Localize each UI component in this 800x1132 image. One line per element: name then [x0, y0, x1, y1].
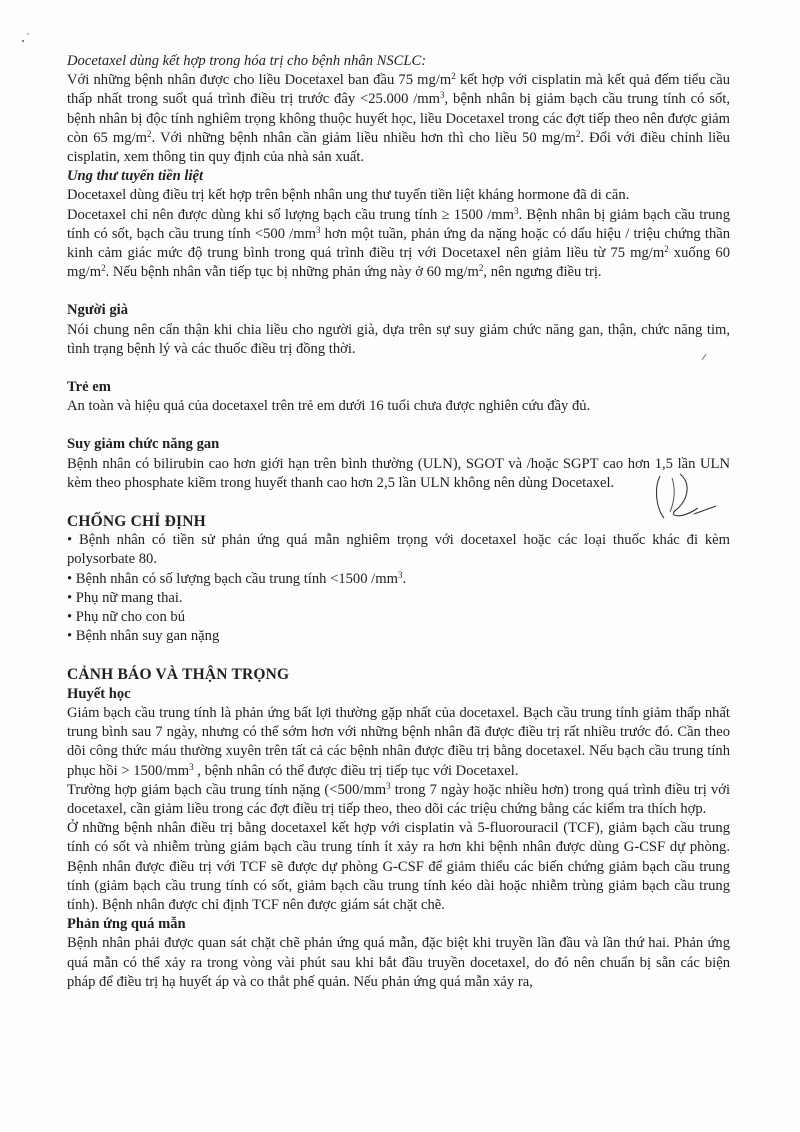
list-item: • Phụ nữ cho con bú [67, 609, 186, 626]
warnings-heading: CẢNH BÁO VÀ THẬN TRỌNG [67, 666, 290, 684]
list-item: • Bệnh nhân có số lượng bạch cầu trung tính <1500 $/mm^3$. [67, 569, 407, 587]
elderly-heading: Người già [67, 302, 129, 319]
children-body: An toàn và hiệu quả của docetaxel trên trẻ em dưới 16 tuổi chưa được nghiên cứu đầy đủ. [67, 398, 591, 415]
nsclc-body: Với những bệnh nhân được cho liều Docetaxel ban đầu 75 $mg/m^2$ kết hợp với cisplatin mà kết quả đếm tiểu cầu thấp nhất trong suốt quá trình điều trị trước đây <25.000 $/mm^3$, bệnh nhân bị giảm bạch cầu trung tính có sốt, bệnh nhân bị độc tính nghiêm trọng không thuộc huyết học, liều Docetaxel trong các đợt tiếp theo nên được giảm còn 65 $mg/m^2$. Với những bệnh nhân cần giảm liều nhiều hơn thì cho liều 50 $mg/m^2$. Đối với điều chỉnh liều cisplatin, xem thông tin quy định của nhà sản xuất. [67, 71, 730, 166]
list-item: • Bệnh nhân suy gan nặng [67, 628, 220, 645]
hypersensitivity-p1: Bệnh nhân phải được quan sát chặt chẽ phản ứng quá mẫn, đặc biệt khi truyền lần đầu và lần thứ hai. Phản ứng quá mẫn có thể xảy ra trong vòng vài phút sau khi bắt đầu truyền docetaxel, do đó nên chuẩn bị sẵn các biện pháp để điều trị hạ huyết áp và co thắt phế quản. Nếu phản ứng quá mẫn xảy ra, [67, 935, 730, 990]
nsclc-heading: Docetaxel dùng kết hợp trong hóa trị cho bệnh nhân NSCLC: [67, 53, 427, 69]
elderly-body: Nói chung nên cẩn thận khi chia liều cho người già, dựa trên sự suy giảm chức năng gan, thận, chức năng tim, tình trạng bệnh lý và các thuốc điều trị đồng thời. [67, 321, 730, 357]
list-item: • Bệnh nhân có tiền sử phản ứng quá mẫn nghiêm trọng với docetaxel hoặc các loại thuốc khác đi kèm polysorbate 80. [67, 532, 730, 568]
children-heading: Trẻ em [67, 379, 111, 396]
hematology-p1: Giảm bạch cầu trung tính là phản ứng bất lợi thường gặp nhất của docetaxel. Bạch cầu trung tính giảm thấp nhất trung bình sau 7 ngày, nhưng có thể sớm hơn với những bệnh nhân đã được điều trị rất nhiều trước đó. Cần theo dõi công thức máu thường xuyên trên tất cả các bệnh nhân được điều trị bằng docetaxel. Nếu bạch cầu trung tính phục hồi > $1500/mm^3$ , bệnh nhân có thể được điều trị tiếp tục với Docetaxel. [67, 704, 730, 779]
scan-speck-icon [700, 352, 710, 362]
hematology-p3: Ở những bệnh nhân điều trị bằng docetaxel kết hợp với cisplatin và 5-fluorouracil (TCF), giảm bạch cầu trung tính có sốt và nhiễm trùng giảm bạch cầu trung tính ít xảy ra hơn khi bệnh nhân được dùng G-CSF dự phòng. Bệnh nhân được điều trị với TCF sẽ được dự phòng G-CSF để giảm thiểu các biến chứng giảm bạch cầu trung tính (giảm bạch cầu trung tính có sốt, giảm bạch cầu trung tính kéo dài hoặc nhiễm trùng giảm bạch cầu trung tính). Bệnh nhân được chỉ định TCF nên được giám sát chặt chẽ. [67, 820, 730, 913]
list-item: • Phụ nữ mang thai. [67, 589, 183, 606]
prostate-line1: Docetaxel dùng điều trị kết hợp trên bệnh nhân ung thư tuyến tiền liệt kháng hormone đã di căn. [67, 187, 630, 204]
hematology-heading: Huyết học [67, 685, 131, 702]
liver-heading: Suy giảm chức năng gan [67, 436, 220, 453]
prostate-body: Docetaxel chỉ nên được dùng khi số lượng bạch cầu trung tính ≥ 1500 $/mm^3$. Bệnh nhân bị giảm bạch cầu trung tính có sốt, bạch cầu trung tính <500 $/mm^3$ hơn một tuần, phản ứng da nặng hoặc có dấu hiệu / triệu chứng thần kinh cảm giác mức độ trung bình trong quá trình điều trị với Docetaxel nên giảm liều từ 75 $mg/m^2$ xuống 60 $mg/m^2$. Nếu bệnh nhân vẫn tiếp tục bị những phản ứng này ở 60 $mg/m^2$, nên ngưng điều trị. [67, 205, 731, 281]
prostate-heading: Ung thư tuyến tiền liệt [67, 168, 204, 185]
contraindications-heading: CHỐNG CHỈ ĐỊNH [67, 513, 206, 531]
handwritten-initial-icon [650, 468, 720, 528]
hypersensitivity-heading: Phản ứng quá mẫn [67, 916, 186, 933]
contraindications-list [67, 531, 730, 646]
hematology-p2: Trường hợp giảm bạch cầu trung tính nặng ($<500/mm^3$ trong 7 ngày hoặc nhiều hơn) trong quá trình điều trị với docetaxel, cần giảm liều trong các đợt điều trị tiếp theo, theo dõi các triệu chứng bằng các kiểm tra thích hợp. [67, 780, 731, 817]
scan-speck-icon [20, 30, 34, 46]
liver-body: Bệnh nhân có bilirubin cao hơn giới hạn trên bình thường (ULN), SGOT và /hoặc SGPT cao hơn 1,5 lần ULN kèm theo phosphate kiềm trong huyết thanh cao hơn 2,5 lần ULN không nên dùng Docetaxel. [67, 455, 730, 491]
